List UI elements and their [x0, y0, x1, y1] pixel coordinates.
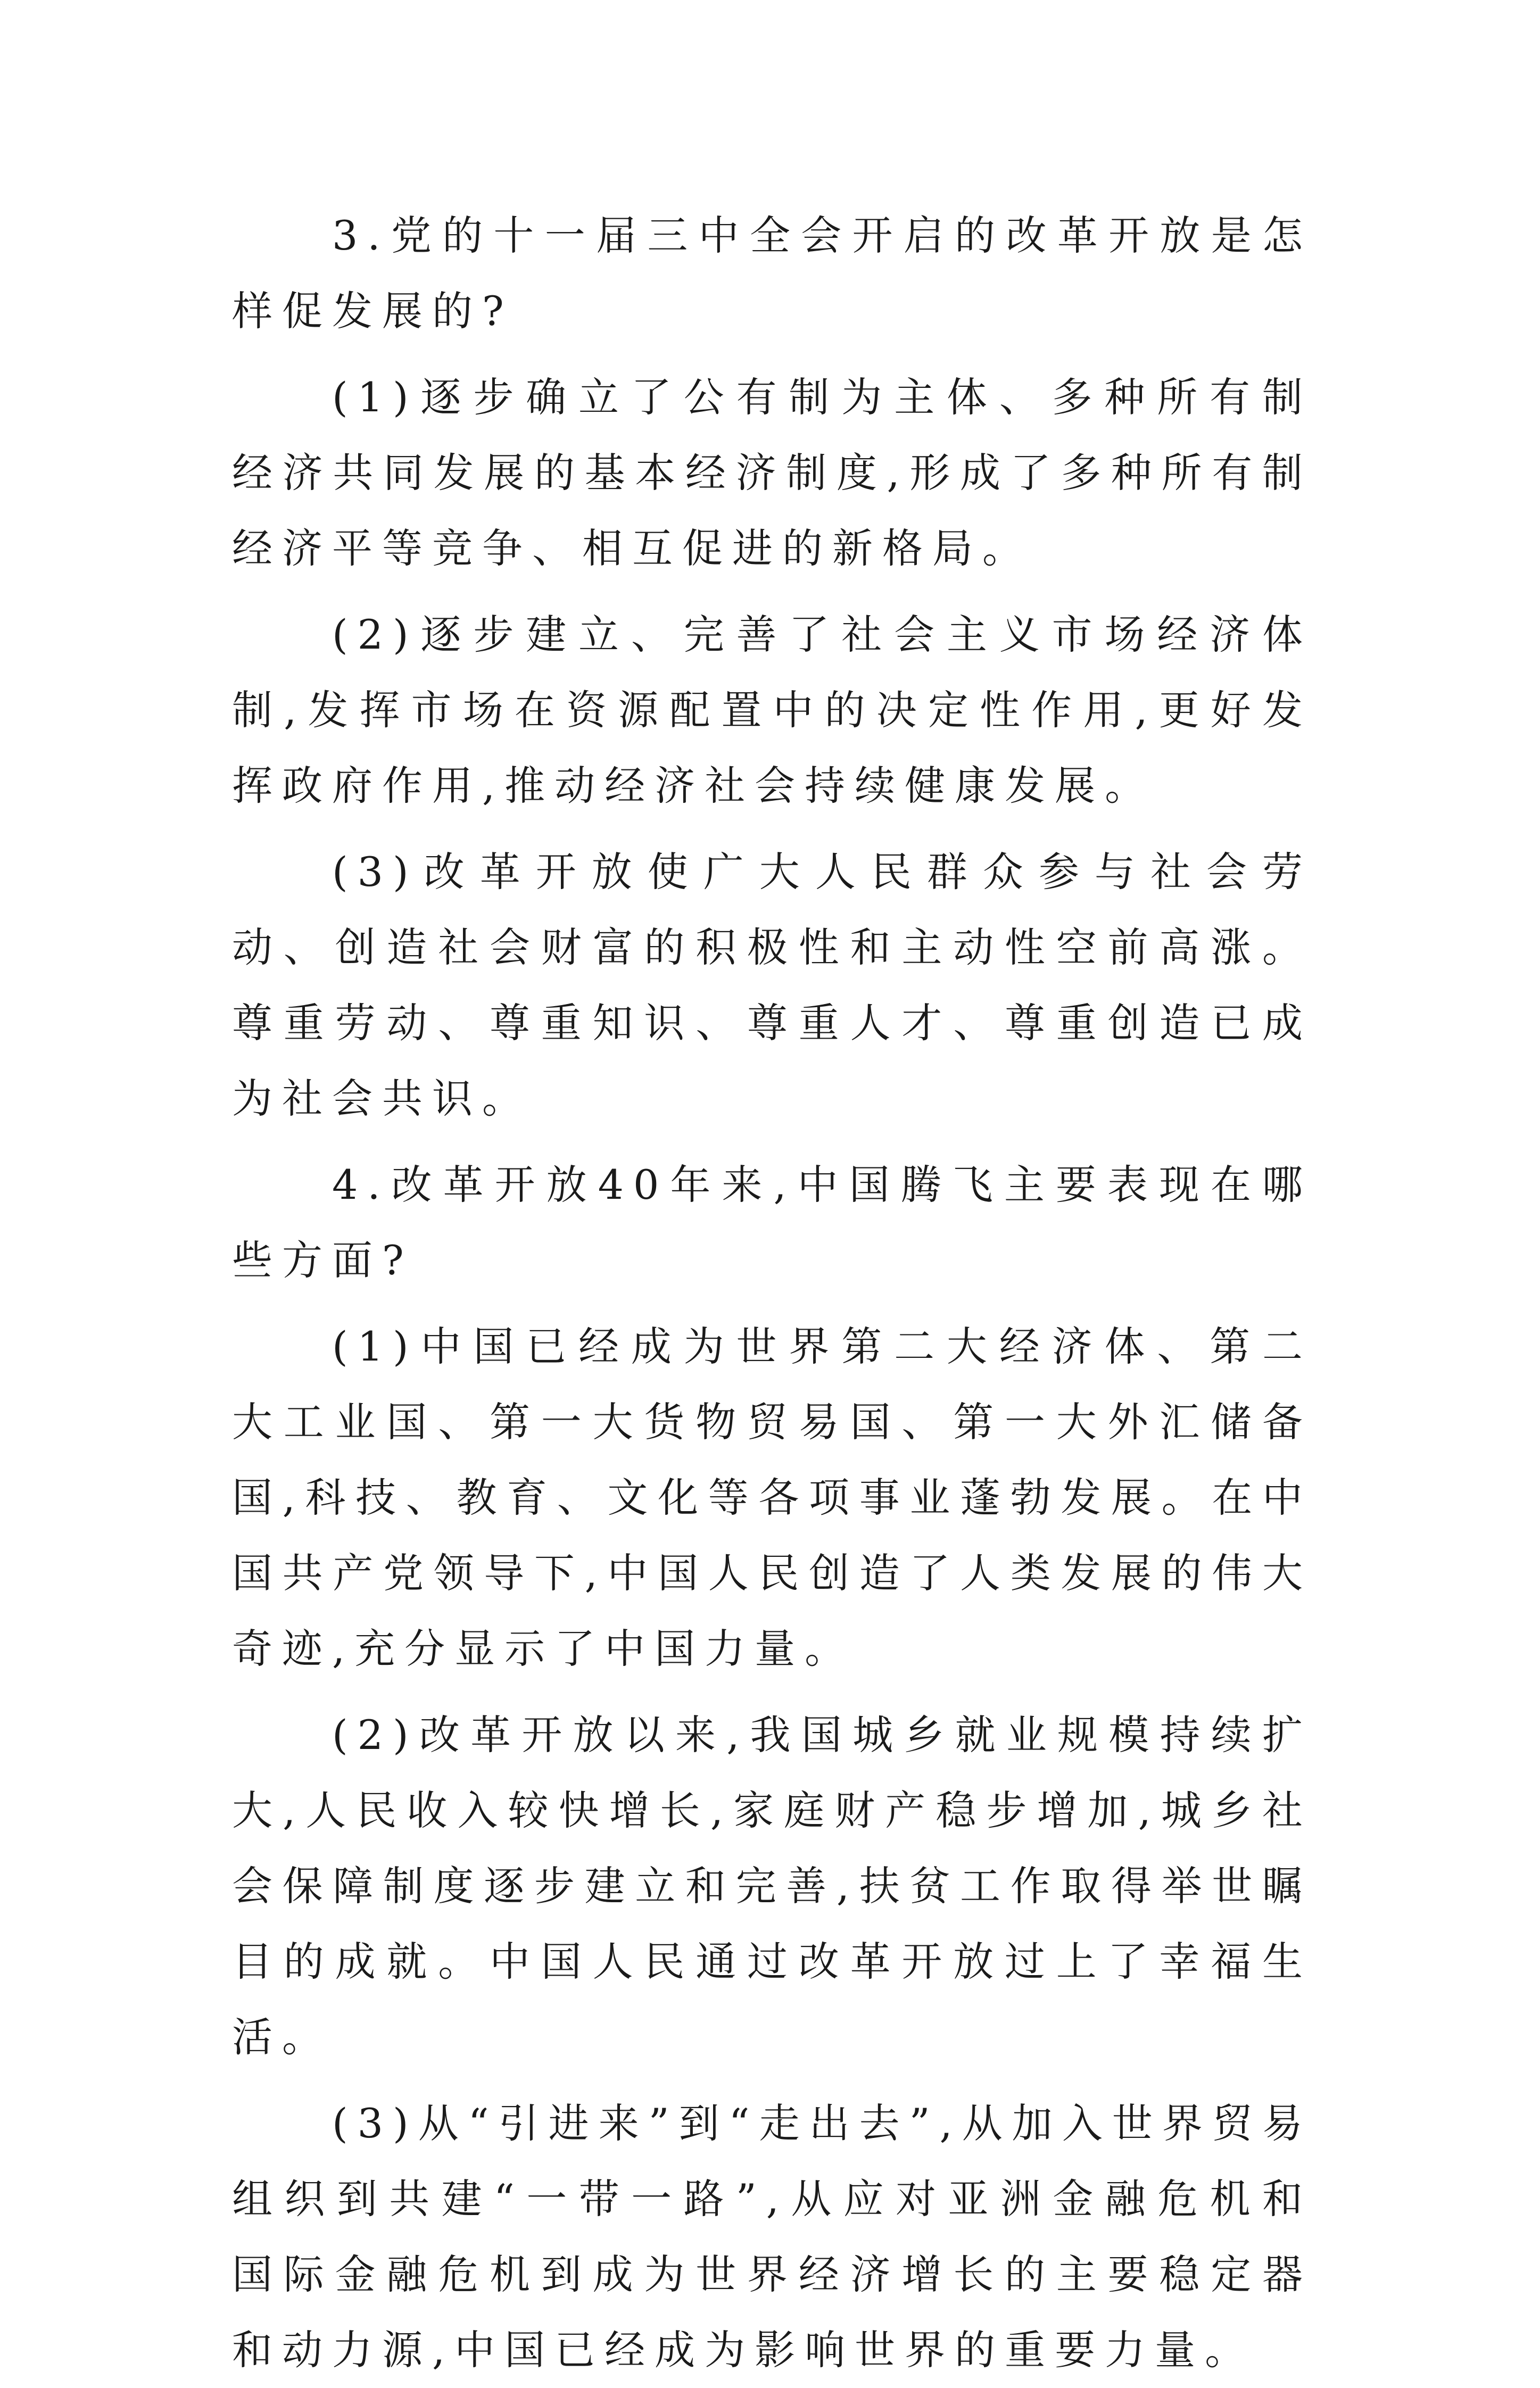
document-body	[232, 198, 1312, 2388]
question-4-answer-2: (2)改革开放以来,我国城乡就业规模持续扩大,人民收入较快增长,家庭财产稳步增加,城乡社会保障制度逐步建立和完善,扶贫工作取得举世瞩目的成就。中国人民通过改革开放过上了幸福生活。	[232, 1711, 1312, 2061]
question-4-answer-3: (3)从“引进来”到“走出去”,从加入世界贸易组织到共建“一带一路”,从应对亚洲金融危机和国际金融危机到成为世界经济增长的主要稳定器和动力源,中国已经成为影响世界的重要力量。	[232, 2100, 1312, 2374]
question-3-answer-3: (3)改革开放使广大人民群众参与社会劳动、创造社会财富的积极性和主动性空前高涨。尊重劳动、尊重知识、尊重人才、尊重创造已成为社会共识。	[232, 848, 1312, 1122]
question-3-heading: 3.党的十一届三中全会开启的改革开放是怎样促发展的?	[232, 212, 1312, 335]
question-4-answer-1: (1)中国已经成为世界第二大经济体、第二大工业国、第一大货物贸易国、第一大外汇储备国,科技、教育、文化等各项事业蓬勃发展。在中国共产党领导下,中国人民创造了人类发展的伟大奇迹,充分显示了中国力量。	[232, 1323, 1312, 1672]
question-3-answer-2: (2)逐步建立、完善了社会主义市场经济体制,发挥市场在资源配置中的决定性作用,更好发挥政府作用,推动经济社会持续健康发展。	[232, 611, 1312, 809]
question-4-heading: 4.改革开放40年来,中国腾飞主要表现在哪些方面?	[232, 1161, 1312, 1284]
question-3-answer-1: (1)逐步确立了公有制为主体、多种所有制经济共同发展的基本经济制度,形成了多种所有制经济平等竞争、相互促进的新格局。	[232, 374, 1312, 572]
